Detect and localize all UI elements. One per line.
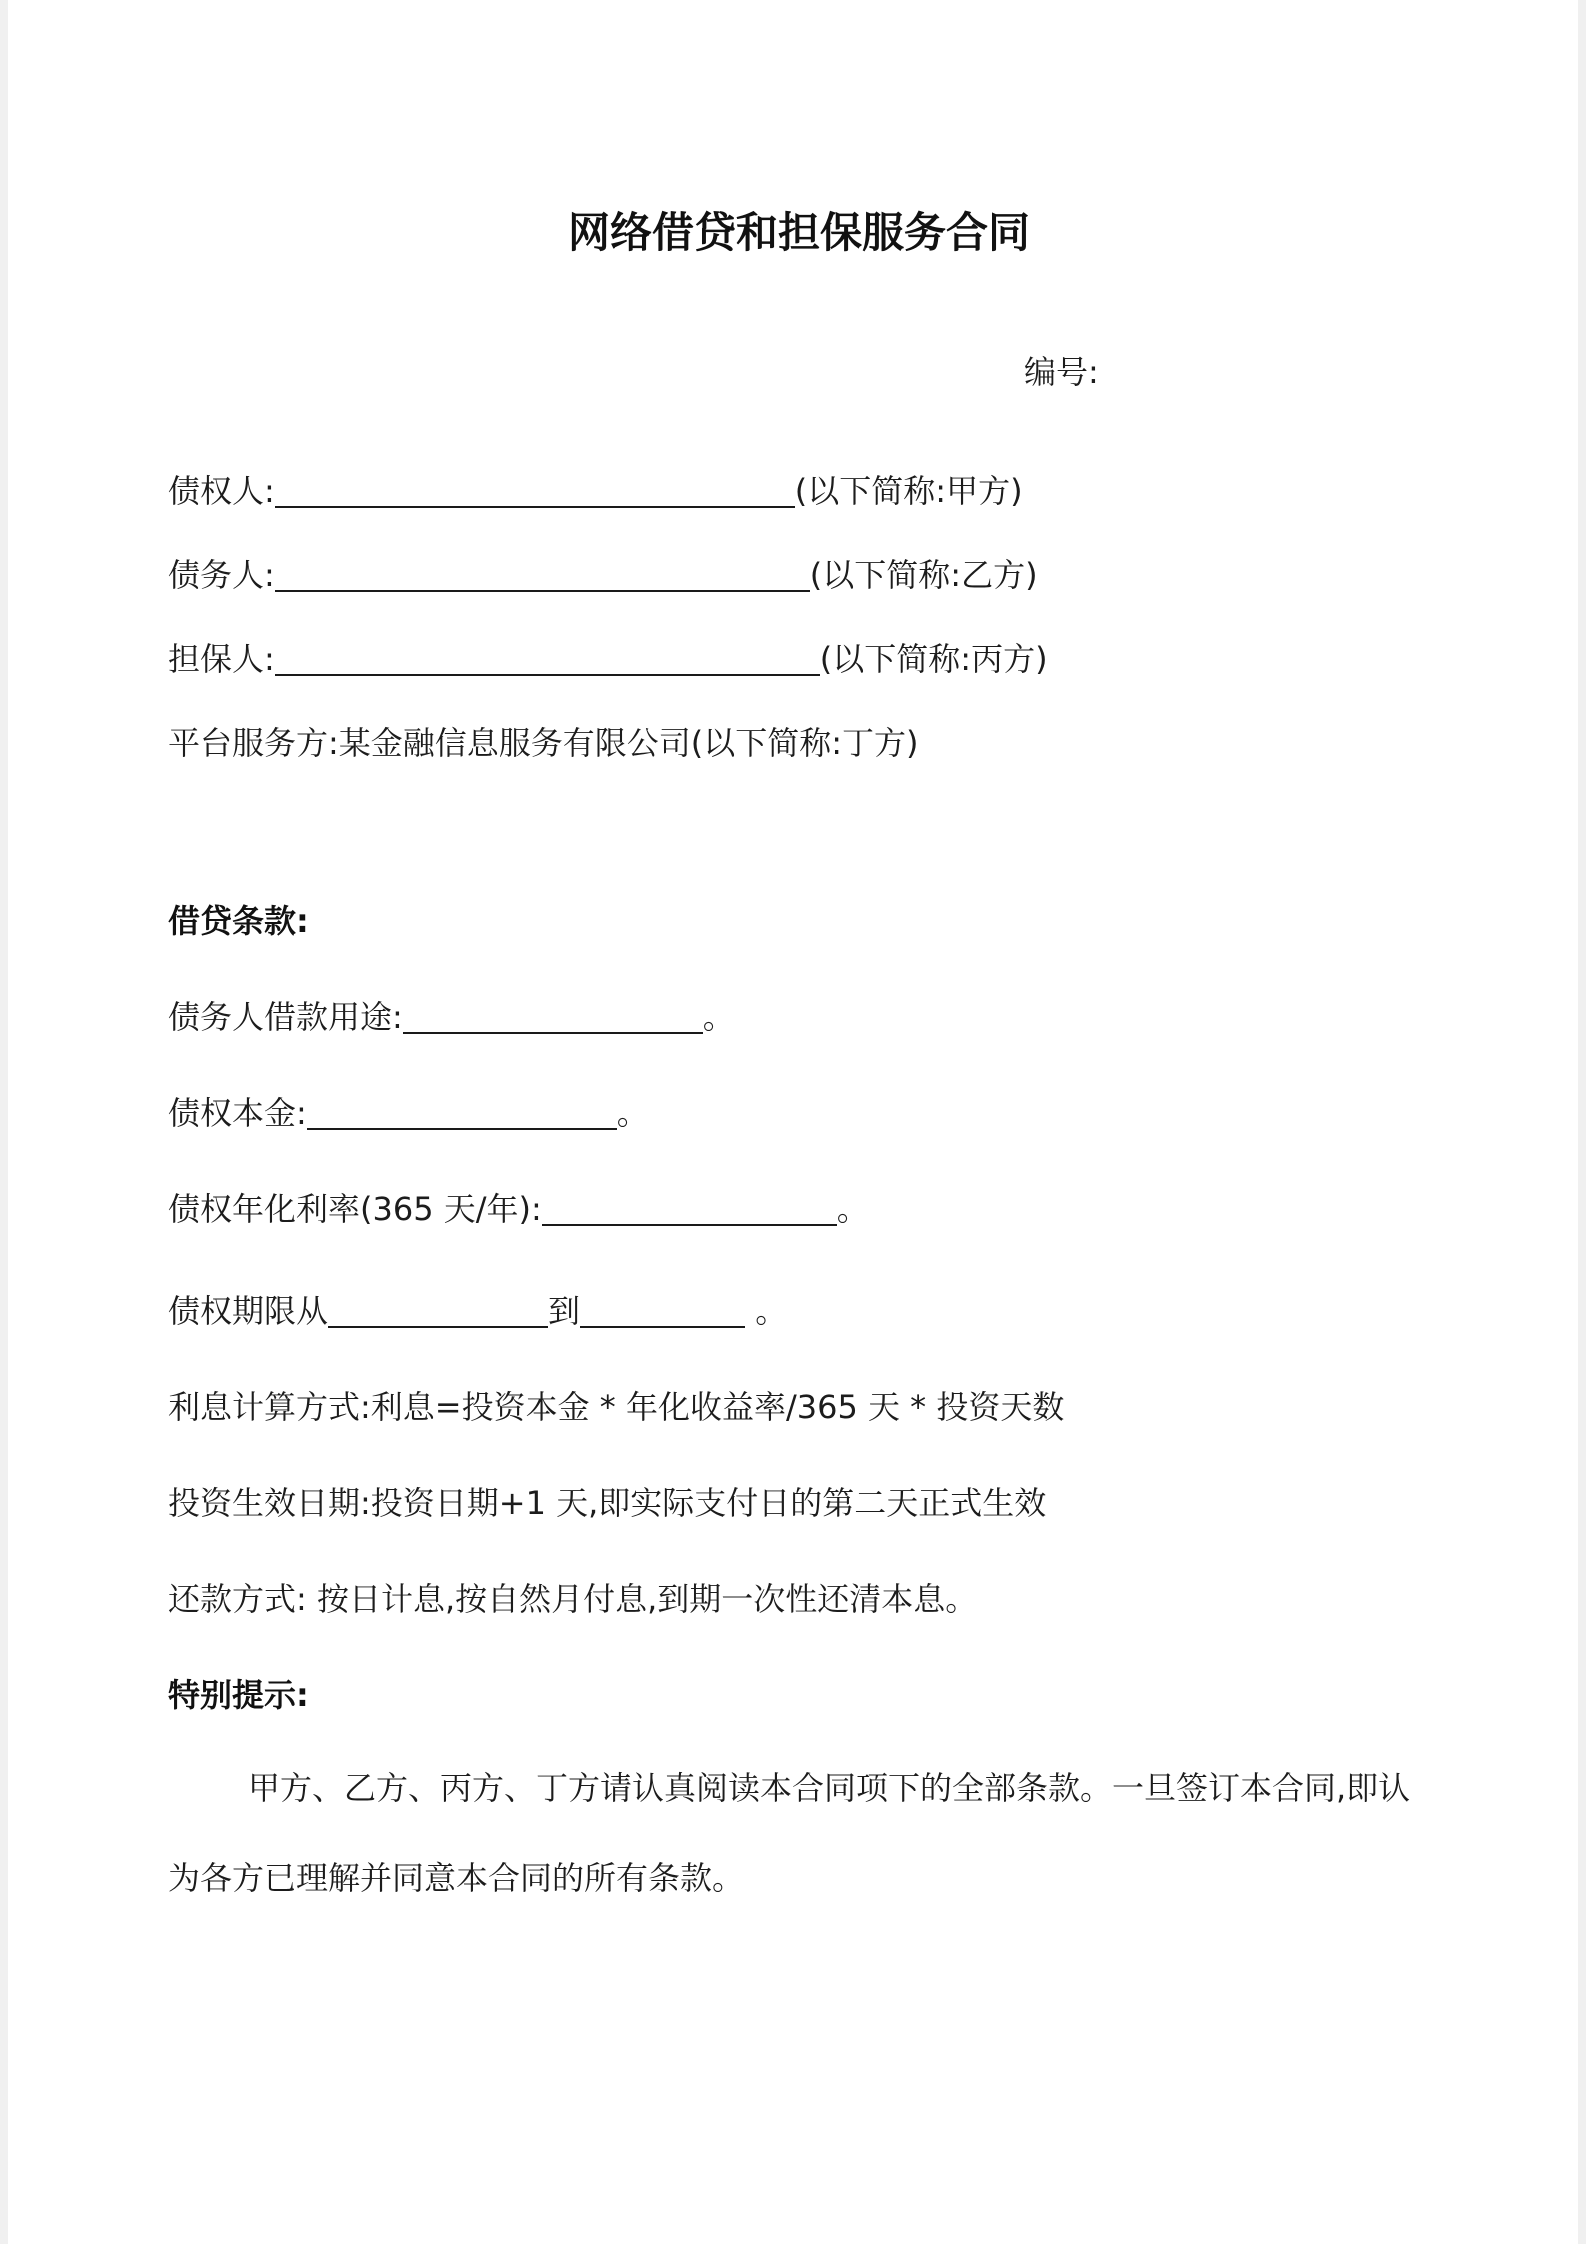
contract-number-line — [168, 324, 1430, 420]
principal-line — [168, 1065, 1430, 1161]
debtor-alias-note: (以下简称:乙方) — [809, 556, 1038, 594]
guarantor-line — [168, 617, 1430, 701]
guarantor-alias-note: (以下简称:丙方) — [819, 640, 1048, 678]
annual-rate-blank-field — [542, 1218, 837, 1226]
loan-purpose-label: 债务人借款用途: — [168, 998, 403, 1036]
debtor-label: 债务人: — [168, 556, 275, 594]
term-from-label: 债权期限从 — [168, 1292, 329, 1330]
platform-line: 平台服务方:某金融信息服务有限公司(以下简称:丁方) — [168, 724, 919, 762]
annual-rate-line — [168, 1161, 1430, 1257]
guarantor-label: 担保人: — [168, 640, 275, 678]
loan-purpose-line — [168, 969, 1430, 1065]
contract-number-label: 编号: — [1024, 353, 1099, 391]
loan-terms-heading: 借贷条款: — [168, 902, 309, 940]
annual-rate-label: 债权年化利率(365 天/年): — [168, 1190, 542, 1228]
special-notice-heading: 特别提示: — [168, 1676, 309, 1714]
investment-effective-line: 投资生效日期:投资日期+1 天,即实际支付日的第二天正式生效 — [168, 1484, 1047, 1522]
annual-rate-period: 。 — [836, 1190, 869, 1228]
loan-purpose-blank-field — [403, 1026, 703, 1034]
contract-page — [8, 0, 1578, 2244]
special-notice-text-line: 甲方、乙方、丙方、丁方请认真阅读本合同项下的全部条款。一旦签订本合同,即认 — [248, 1769, 1411, 1807]
term-period: 。 — [745, 1292, 788, 1330]
creditor-line — [168, 449, 1430, 533]
principal-label: 债权本金: — [168, 1094, 307, 1132]
special-notice-paragraph — [168, 1743, 1430, 1923]
term-to-label: 到 — [548, 1292, 581, 1330]
special-notice-text-line: 为各方已理解并同意本合同的所有条款。 — [168, 1859, 745, 1897]
creditor-alias-note: (以下简称:甲方) — [794, 472, 1023, 510]
repayment-method-line: 还款方式: 按日计息,按自然月付息,到期一次性还清本息。 — [168, 1580, 978, 1618]
creditor-blank-field — [275, 500, 795, 508]
term-start-blank-field — [328, 1320, 548, 1328]
loan-purpose-period: 。 — [702, 998, 735, 1036]
interest-calculation-line: 利息计算方式:利息=投资本金 * 年化收益率/365 天 * 投资天数 — [168, 1388, 1065, 1426]
creditor-label: 债权人: — [168, 472, 275, 510]
term-end-blank-field — [580, 1320, 745, 1328]
debtor-blank-field — [275, 584, 810, 592]
term-line — [168, 1263, 1430, 1359]
contract-title: 网络借贷和担保服务合同 — [567, 208, 1030, 257]
principal-blank-field — [307, 1122, 617, 1130]
debtor-line — [168, 533, 1430, 617]
principal-period: 。 — [616, 1094, 649, 1132]
guarantor-blank-field — [275, 668, 820, 676]
